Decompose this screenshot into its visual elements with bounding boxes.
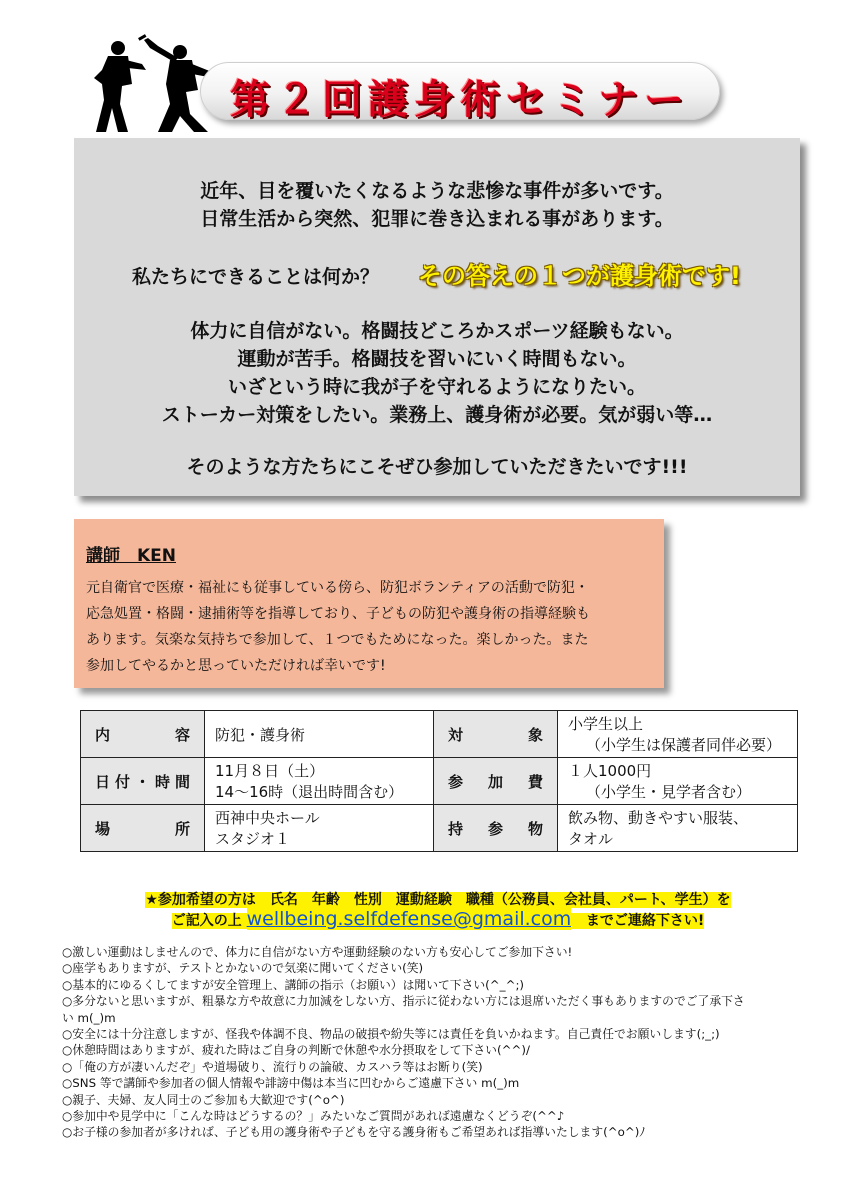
list-item: ○安全には十分注意しますが、怪我や体調不良、物品の破損や紛失等には責任を負いかねます。自己責任でお願いします(;_;) <box>62 1027 720 1042</box>
table-row <box>81 758 798 805</box>
value-line: （小学生・見学者含む） <box>586 783 752 801</box>
value-place <box>205 805 434 852</box>
value-line: 西神中央ホール <box>215 809 320 827</box>
instructor-bio-line: あります。気楽な気持ちで参加して、１つでもためになった。楽しかった。また <box>86 632 589 648</box>
value-target <box>558 711 798 758</box>
list-item: ○参加中や見学中に「こんな時はどうするの？」みたいなご質問があれば遠慮なくどうぞ(^^♪ <box>62 1109 565 1124</box>
notes-list <box>62 944 802 1141</box>
list-item: ○多分ないと思いますが、粗暴な方や故意に力加減をしない方、指示に従わない方には退席いただく事もありますのでご了承下さ <box>62 994 745 1009</box>
page-title: 第２回護身術セミナー <box>230 76 690 123</box>
intro-box <box>74 138 800 496</box>
list-item: ○お子様の参加者が多ければ、子ども用の護身術や子どもを守る護身術もご希望あれば指導いたします(^o^)ﾉ <box>62 1125 646 1140</box>
intro-line-4: 運動が苦手。格闘技を習いにいく時間もない。 <box>237 348 637 370</box>
list-item: ○休憩時間はありますが、疲れた時はご自身の判断で休憩や水分摂取をして下さい(^^)/ <box>62 1043 530 1058</box>
value-line: 14～16時（退出時間含む） <box>215 783 404 801</box>
instructor-bio-line: 参加してやるかと思っていただければ幸いです! <box>86 658 386 674</box>
value-line: タオル <box>568 830 614 848</box>
list-item: ○SNS 等で講師や参加者の個人情報や誹謗中傷は本当に凹むからご遠慮下さい m(_)m <box>62 1076 520 1091</box>
list-item: ○激しい運動はしませんので、体力に自信がない方や運動経験のない方も安心してご参加下さい! <box>62 945 573 959</box>
value-line: 防犯・護身術 <box>215 725 306 744</box>
value-line: １人1000円 <box>568 762 652 780</box>
label-datetime: 日付・時間 <box>81 758 205 805</box>
instructor-box <box>74 519 664 688</box>
value-items <box>558 805 798 852</box>
apply-suffix: までご連絡下さい! <box>585 913 705 929</box>
value-content <box>205 711 434 758</box>
list-item: い m(_)m <box>62 1010 116 1025</box>
apply-line-1: ★参加希望の方は 氏名 年齢 性別 運動経験 職種（公務員、会社員、パート、学生）を <box>145 892 731 908</box>
info-table <box>80 710 798 852</box>
title-banner <box>200 62 720 123</box>
label-items: 持参物 <box>434 805 558 852</box>
intro-line-3: 体力に自信がない。格闘技どころかスポーツ経験もない。 <box>190 320 684 342</box>
apply-banner <box>88 891 788 929</box>
value-line: 小学生以上 <box>568 715 644 733</box>
list-item: ○「俺の方が凄いんだぞ」や道場破り、流行りの論破、カスハラ等はお断り(笑) <box>62 1059 483 1074</box>
value-datetime <box>205 758 434 805</box>
intro-line-5: いざという時に我が子を守れるようになりたい。 <box>227 376 646 398</box>
list-item: ○基本的にゆるくしてますが安全管理上、講師の指示（お願い）は聞いて下さい(^_^;) <box>62 977 525 992</box>
label-fee: 参加費 <box>434 758 558 805</box>
table-row <box>81 711 798 758</box>
intro-line-6: ストーカー対策をしたい。業務上、護身術が必要。気が弱い等… <box>161 404 713 426</box>
instructor-bio-line: 元自衛官で医療・福祉にも従事している傍ら、防犯ボランティアの活動で防犯・ <box>86 580 589 596</box>
intro-line-2: 日常生活から突然、犯罪に巻き込まれる事があります。 <box>200 208 674 230</box>
list-item: ○座学もありますが、テストとかないので気楽に聞いてください(笑) <box>62 961 424 976</box>
instructor-name: 講師 KEN <box>86 546 177 566</box>
value-line: （小学生は保護者同伴必要） <box>586 736 782 754</box>
instructor-bio-line: 応急処置・格闘・逮捕術等を指導しており、子どもの防犯や護身術の指導経験も <box>86 606 590 622</box>
value-line: 11月８日（土） <box>215 762 325 780</box>
list-item: ○親子、夫婦、友人同士のご参加も大歓迎です(^o^) <box>62 1092 345 1107</box>
intro-question: 私たちにできることは何か？ <box>132 266 380 288</box>
value-line: スタジオ１ <box>215 830 291 848</box>
label-target: 対象 <box>434 711 558 758</box>
value-line: 飲み物、動きやすい服装、 <box>568 809 749 827</box>
label-place: 場所 <box>81 805 205 852</box>
intro-line-1: 近年、目を覆いたくなるような悲惨な事件が多いです。 <box>200 180 674 202</box>
intro-answer: その答えの１つが護身術です! <box>418 262 741 290</box>
email-link[interactable]: wellbeing.selfdefense@gmail.com <box>246 908 572 930</box>
value-fee <box>558 758 798 805</box>
intro-closing: そのような方たちにこそぜひ参加していただきたいです!!! <box>186 456 688 478</box>
table-row <box>81 805 798 852</box>
apply-prefix: ご記入の上 <box>171 913 242 929</box>
label-content: 内容 <box>81 711 205 758</box>
